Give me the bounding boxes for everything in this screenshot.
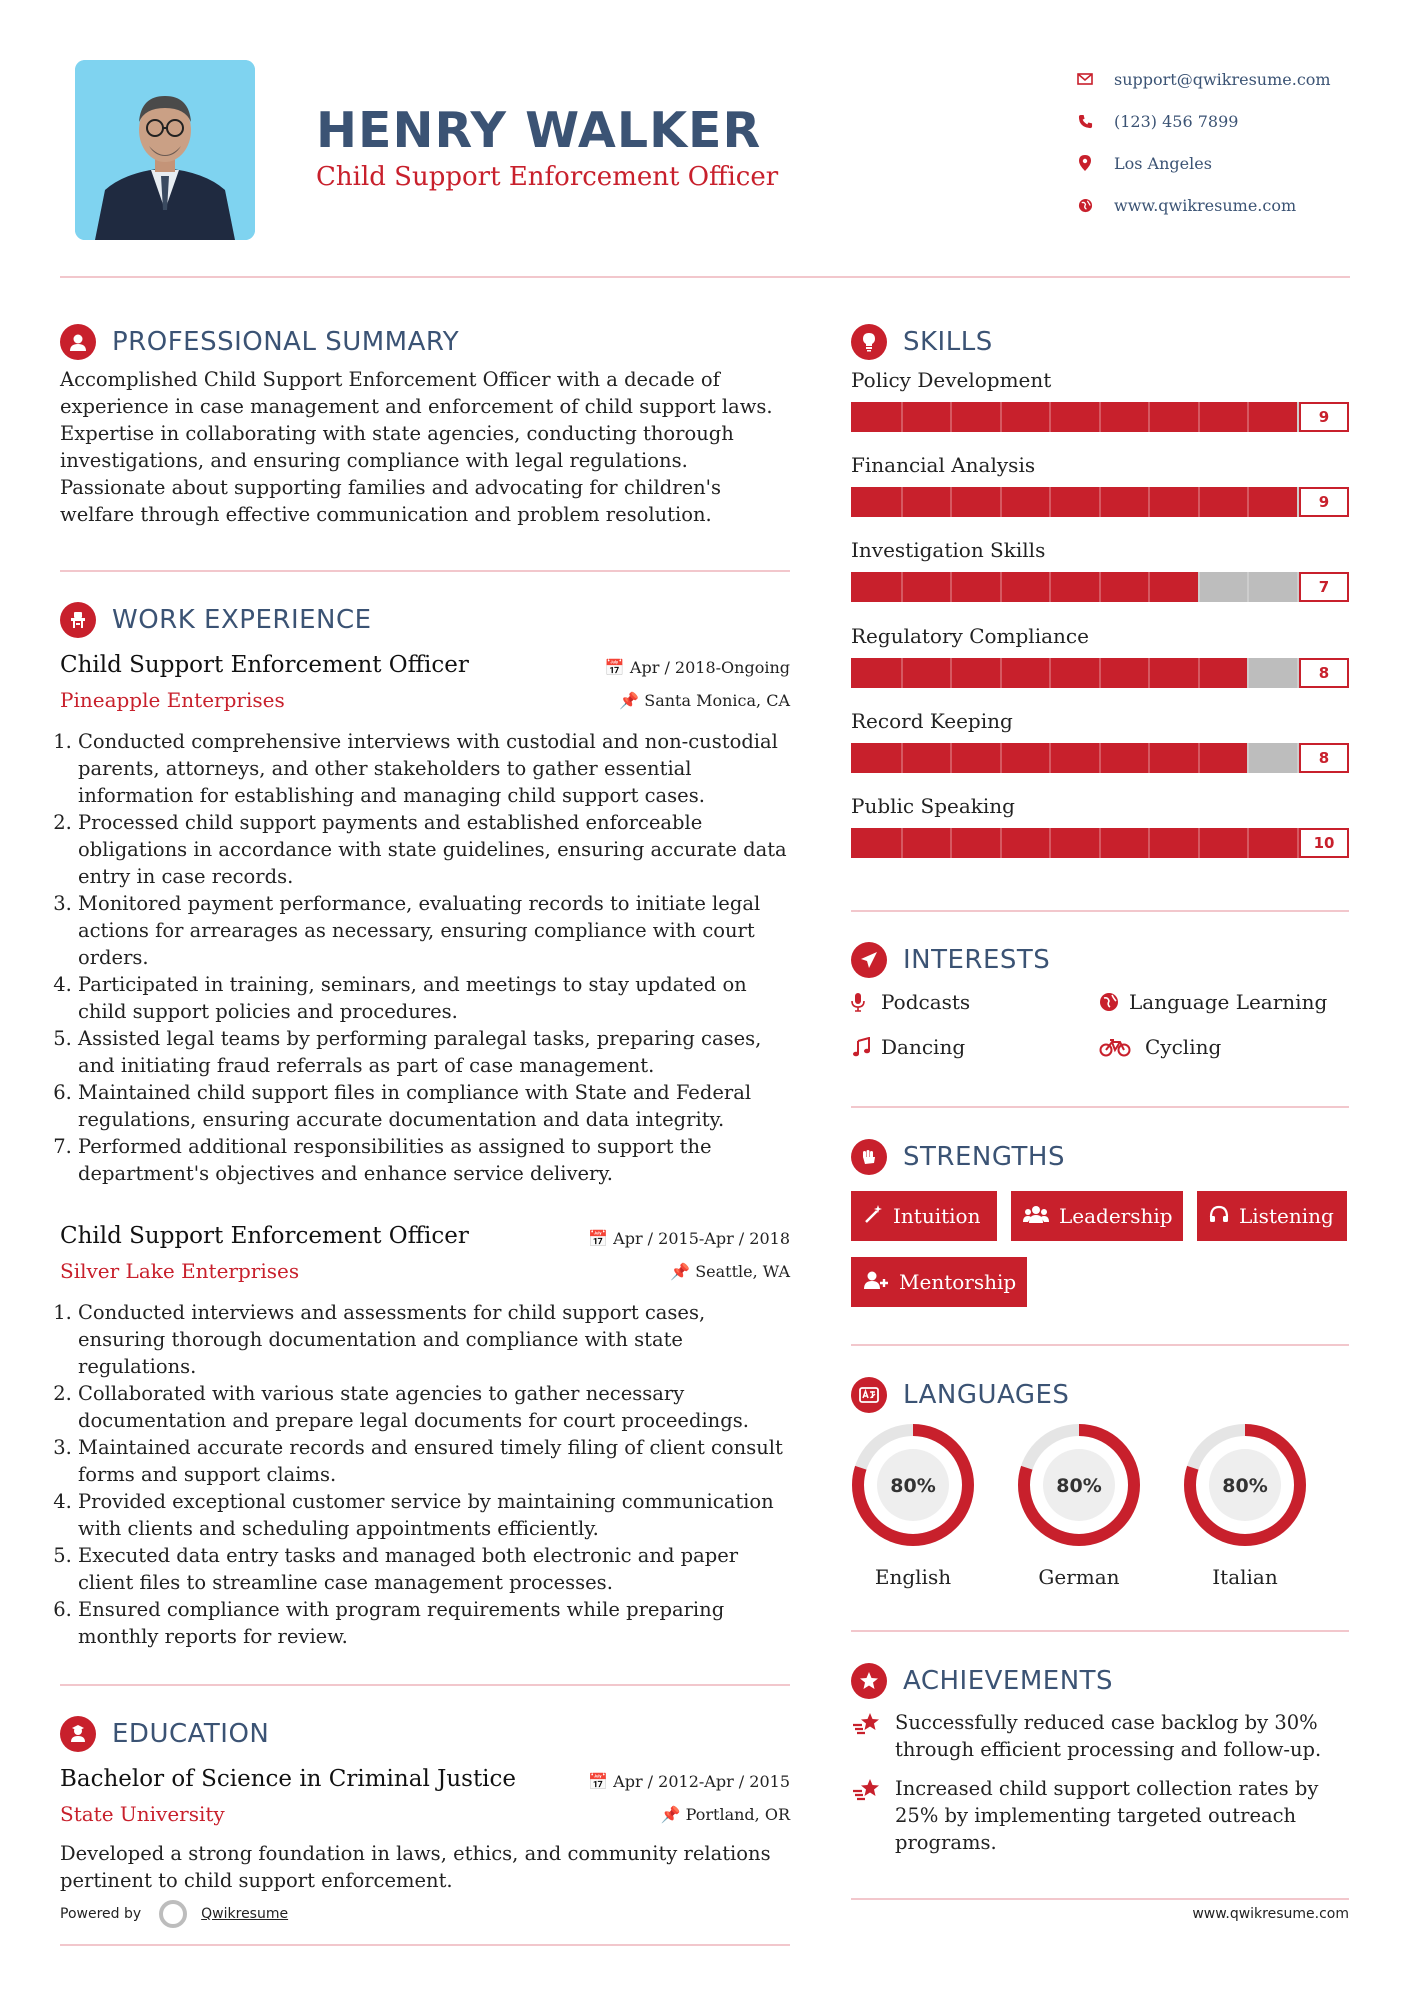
job-company: Silver Lake Enterprises <box>60 1259 300 1283</box>
star-badge-icon <box>851 1663 887 1699</box>
job-subheader <box>60 1259 790 1295</box>
job-title: Child Support Enforcement Officer <box>60 652 469 678</box>
language-name: German <box>1038 1565 1120 1589</box>
job-date-text: Apr / 2018-Ongoing <box>629 658 790 677</box>
languages-heading <box>851 1375 1349 1415</box>
footer-website[interactable]: www.qwikresume.com <box>1192 1906 1349 1922</box>
skill-bar <box>851 402 1349 432</box>
shooting-star-icon <box>851 1775 895 1856</box>
qwikresume-logo-icon <box>159 1900 187 1928</box>
skill-segment-divider <box>1000 828 1002 858</box>
user-icon <box>60 324 96 360</box>
skill-bar <box>851 572 1349 602</box>
pushpin-icon: 📌 <box>670 1262 691 1281</box>
experience-section <box>60 600 790 1650</box>
language-ring <box>851 1423 975 1547</box>
skill-value: 9 <box>1299 402 1349 432</box>
list-item: 1. Conducted comprehensive interviews with custodial and non-custodial parents, attorneys, and other stakeholders to gather essential information for establishing and managing child support cases. <box>78 728 790 809</box>
contact-location-text: Los Angeles <box>1114 153 1212 173</box>
profile-photo <box>75 60 255 240</box>
list-item: 3. Monitored payment performance, evaluating records to initiate legal actions for arrearages as necessary, ensuring compliance with court orders. <box>78 890 790 971</box>
summary-text: Accomplished Child Support Enforcement Officer with a decade of experience in case management and enforcement of child support laws. Expertise in collaborating with state agencies, conducting thorough investigations, and ensuring compliance with legal regulations. Passionate about supporting families and advocating for children's welfare through effective communication and problem resolution. <box>60 368 773 526</box>
contact-email-text: support@qwikresume.com <box>1114 69 1331 89</box>
skill-segment-divider <box>1099 743 1101 773</box>
strength-tag <box>851 1257 1027 1307</box>
skill-segment-divider <box>1049 743 1051 773</box>
skill-segment-divider <box>1049 572 1051 602</box>
strengths-heading <box>851 1137 1349 1177</box>
skill-segment-divider <box>901 743 903 773</box>
interest-item <box>851 990 970 1014</box>
skill-segment-divider <box>901 828 903 858</box>
education-description: Developed a strong foundation in laws, ethics, and community relations pertinent to child support enforcement. <box>60 1842 771 1892</box>
skill-name: Investigation Skills <box>851 538 1046 563</box>
pushpin-icon: 📌 <box>660 1805 681 1824</box>
skill-segment-divider <box>1099 487 1101 517</box>
experience-heading <box>60 600 790 640</box>
list-item: 1. Conducted interviews and assessments for child support cases, ensuring thorough documentation and compliance with state regulations. <box>78 1299 790 1380</box>
skill-segment-divider <box>1247 658 1249 688</box>
skill-bar <box>851 828 1349 858</box>
experience-divider <box>60 1684 790 1686</box>
skill-segment-divider <box>1247 572 1249 602</box>
skills-heading <box>851 322 1349 362</box>
skill-segment-divider <box>1148 828 1150 858</box>
language-ring <box>1183 1423 1307 1547</box>
strength-label: Listening <box>1239 1204 1334 1228</box>
strength-tag <box>851 1191 997 1241</box>
school-name: State University <box>60 1802 225 1826</box>
contact-location <box>1070 142 1350 184</box>
strengths-heading-text: STRENGTHS <box>903 1142 1065 1172</box>
skill-value: 8 <box>1299 658 1349 688</box>
skills-list <box>851 366 1349 877</box>
skill-item <box>851 366 1349 451</box>
languages-heading-text: LANGUAGES <box>903 1380 1070 1410</box>
strength-label: Mentorship <box>899 1270 1017 1294</box>
job-date <box>588 1229 790 1248</box>
language-percent: 80% <box>890 1475 936 1497</box>
education-section <box>60 1714 790 1894</box>
language-percent: 80% <box>1056 1475 1102 1497</box>
skill-segment-divider <box>1000 743 1002 773</box>
job-header <box>60 1223 790 1259</box>
skill-value: 10 <box>1299 828 1349 858</box>
job-date <box>605 658 790 677</box>
globe-icon <box>1099 992 1127 1012</box>
language-item <box>1017 1423 1141 1589</box>
achievements-heading-text: ACHIEVEMENTS <box>903 1666 1114 1696</box>
achievement-item <box>851 1775 1349 1856</box>
education-entry <box>60 1766 790 1894</box>
skill-item <box>851 536 1349 621</box>
footer-left-divider <box>60 1944 790 1946</box>
list-item: 4. Participated in training, seminars, and meetings to stay updated on child support policies and procedures. <box>78 971 790 1025</box>
skill-bar <box>851 743 1349 773</box>
summary-heading-text: PROFESSIONAL SUMMARY <box>112 327 460 357</box>
strength-label: Intuition <box>893 1204 981 1228</box>
pushpin-icon: 📌 <box>619 691 640 710</box>
skill-item <box>851 451 1349 536</box>
interest-label: Dancing <box>881 1035 966 1059</box>
list-item: 7. Performed additional responsibilities as assigned to support the department's objectives and enhance service delivery. <box>78 1133 790 1187</box>
powered-by <box>60 1900 288 1928</box>
strength-label: Leadership <box>1059 1204 1173 1228</box>
skill-name: Financial Analysis <box>851 453 1036 478</box>
translate-icon <box>851 1377 887 1413</box>
achievements-divider <box>851 1898 1349 1900</box>
skill-segment-divider <box>1099 572 1101 602</box>
skill-segment-divider <box>1049 828 1051 858</box>
skill-segment-divider <box>1198 743 1200 773</box>
summary-divider <box>60 570 790 572</box>
education-location-text: Portland, OR <box>685 1805 790 1824</box>
skill-segment-divider <box>950 743 952 773</box>
skill-segment-divider <box>1000 572 1002 602</box>
powered-by-text: Powered by <box>60 1906 142 1922</box>
list-item: 6. Maintained child support files in compliance with State and Federal regulations, ensuring accurate documentation and data integrity. <box>78 1079 790 1133</box>
job-duties <box>60 1299 790 1650</box>
user-plus-icon <box>863 1270 889 1295</box>
globe-icon <box>1070 198 1100 213</box>
job-subheader <box>60 688 790 724</box>
achievements-section <box>851 1661 1349 1861</box>
skill-segment-divider <box>950 828 952 858</box>
phone-icon <box>1070 114 1100 129</box>
skill-fill <box>851 487 1297 517</box>
candidate-name: HENRY WALKER <box>316 102 762 159</box>
job-location <box>670 1262 790 1281</box>
skill-segment-divider <box>950 572 952 602</box>
skill-segment-divider <box>1198 658 1200 688</box>
job-entry <box>60 652 790 1187</box>
job-location-text: Santa Monica, CA <box>644 691 790 710</box>
achievement-text: Increased child support collection rates by 25% by implementing targeted outreach programs. <box>895 1777 1319 1854</box>
strength-tag <box>1011 1191 1183 1241</box>
interest-label: Cycling <box>1145 1035 1222 1059</box>
candidate-title: Child Support Enforcement Officer <box>316 162 779 192</box>
skills-divider <box>851 910 1349 912</box>
skill-item <box>851 622 1349 707</box>
contact-website[interactable] <box>1070 184 1350 226</box>
language-item <box>1183 1423 1307 1589</box>
skills-section <box>851 322 1349 877</box>
degree-title: Bachelor of Science in Criminal Justice <box>60 1766 517 1792</box>
skill-segment-divider <box>1247 828 1249 858</box>
job-company: Pineapple Enterprises <box>60 688 285 712</box>
skill-item <box>851 707 1349 792</box>
education-location <box>661 1805 790 1824</box>
interests-section <box>851 940 1349 1090</box>
interest-item <box>1099 990 1327 1014</box>
job-entry <box>60 1223 790 1650</box>
language-name: English <box>874 1565 952 1589</box>
microphone-icon <box>851 992 879 1012</box>
languages-section <box>851 1375 1349 1595</box>
experience-heading-text: WORK EXPERIENCE <box>112 605 372 635</box>
education-date <box>588 1772 790 1791</box>
contact-email[interactable] <box>1070 58 1350 100</box>
job-title: Child Support Enforcement Officer <box>60 1223 469 1249</box>
language-percent: 80% <box>1222 1475 1268 1497</box>
skill-segment-divider <box>1099 828 1101 858</box>
job-duties <box>60 728 790 1187</box>
education-heading-text: EDUCATION <box>112 1719 270 1749</box>
list-item: 2. Processed child support payments and established enforceable obligations in accordance with state guidelines, ensuring accurate data entry in case records. <box>78 809 790 890</box>
strengths-divider <box>851 1344 1349 1346</box>
bicycle-icon <box>1099 1037 1143 1057</box>
list-item: 4. Provided exceptional customer service by maintaining communication with clients and scheduling appointments efficiently. <box>78 1488 790 1542</box>
skill-segment-divider <box>950 402 952 432</box>
skill-segment-divider <box>901 402 903 432</box>
skill-segment-divider <box>1198 402 1200 432</box>
map-pin-icon <box>1070 155 1100 171</box>
contact-list <box>1070 58 1350 226</box>
skill-segment-divider <box>1000 402 1002 432</box>
skill-value: 8 <box>1299 743 1349 773</box>
achievement-text: Successfully reduced case backlog by 30% through efficient processing and follow-up. <box>895 1711 1322 1761</box>
interests-divider <box>851 1106 1349 1108</box>
music-note-icon <box>851 1037 879 1057</box>
paper-plane-icon <box>851 942 887 978</box>
interest-label: Language Learning <box>1129 990 1328 1014</box>
skill-segment-divider <box>1247 487 1249 517</box>
skill-segment-divider <box>1148 658 1150 688</box>
skill-segment-divider <box>901 658 903 688</box>
skill-segment-divider <box>1049 658 1051 688</box>
education-subheader <box>60 1802 790 1838</box>
strength-tag <box>1197 1191 1347 1241</box>
skill-segment-divider <box>901 487 903 517</box>
skill-name: Regulatory Compliance <box>851 623 1089 648</box>
calendar-icon: 📅 <box>588 1229 609 1248</box>
list-item: 5. Assisted legal teams by performing paralegal tasks, preparing cases, and initiating fraud referrals as part of case management. <box>78 1025 790 1079</box>
lightbulb-icon <box>851 324 887 360</box>
job-location <box>619 691 790 710</box>
interest-item <box>1099 1035 1221 1059</box>
skills-heading-text: SKILLS <box>903 327 993 357</box>
skill-segment-divider <box>901 572 903 602</box>
interest-item <box>851 1035 965 1059</box>
interests-heading-text: INTERESTS <box>903 945 1051 975</box>
skill-segment-divider <box>1049 402 1051 432</box>
skill-segment-divider <box>1000 658 1002 688</box>
briefcase-icon <box>60 602 96 638</box>
calendar-icon: 📅 <box>604 658 625 677</box>
skill-segment-divider <box>1247 402 1249 432</box>
summary-heading <box>60 322 790 362</box>
job-header <box>60 652 790 688</box>
list-item: 5. Executed data entry tasks and managed both electronic and paper client files to streamline case management processes. <box>78 1542 790 1596</box>
language-name: Italian <box>1212 1565 1278 1589</box>
education-date-text: Apr / 2012-Apr / 2015 <box>613 1772 790 1791</box>
list-item: 6. Ensured compliance with program requirements while preparing monthly reports for review. <box>78 1596 790 1650</box>
fist-icon <box>851 1139 887 1175</box>
interest-label: Podcasts <box>881 990 971 1014</box>
skill-name: Record Keeping <box>851 708 1013 733</box>
skill-value: 9 <box>1299 487 1349 517</box>
achievement-item <box>851 1709 1349 1763</box>
contact-phone[interactable] <box>1070 100 1350 142</box>
contact-website-text: www.qwikresume.com <box>1114 195 1297 215</box>
skill-value: 7 <box>1299 572 1349 602</box>
skill-segment-divider <box>950 487 952 517</box>
skill-segment-divider <box>1198 828 1200 858</box>
profile-photo-illustration <box>75 60 255 240</box>
job-date-text: Apr / 2015-Apr / 2018 <box>613 1229 790 1248</box>
education-header <box>60 1766 790 1802</box>
envelope-icon <box>1070 73 1100 85</box>
skill-segment-divider <box>1148 743 1150 773</box>
contact-phone-text: (123) 456 7899 <box>1114 111 1239 131</box>
skill-segment-divider <box>1148 572 1150 602</box>
language-ring <box>1017 1423 1141 1547</box>
qwikresume-link[interactable]: Qwikresume <box>201 1906 289 1922</box>
magic-wand-icon <box>863 1204 883 1229</box>
skill-segment-divider <box>1247 743 1249 773</box>
skill-segment-divider <box>1148 402 1150 432</box>
interests-heading <box>851 940 1349 980</box>
skill-segment-divider <box>1099 658 1101 688</box>
shooting-star-icon <box>851 1709 895 1763</box>
skill-segment-divider <box>1198 487 1200 517</box>
language-item <box>851 1423 975 1589</box>
strengths-section <box>851 1137 1349 1317</box>
headphones-icon <box>1209 1204 1229 1229</box>
summary-section <box>60 322 790 528</box>
job-location-text: Seattle, WA <box>695 1262 790 1281</box>
list-item: 2. Collaborated with various state agencies to gather necessary documentation and prepare legal documents for court proceedings. <box>78 1380 790 1434</box>
skill-segment-divider <box>1000 487 1002 517</box>
achievements-heading <box>851 1661 1349 1701</box>
education-heading <box>60 1714 790 1754</box>
skill-segment-divider <box>1049 487 1051 517</box>
calendar-icon: 📅 <box>588 1772 609 1791</box>
skill-segment-divider <box>1148 487 1150 517</box>
header-divider <box>60 276 1350 278</box>
skill-fill <box>851 402 1297 432</box>
graduation-icon <box>60 1716 96 1752</box>
skill-name: Policy Development <box>851 368 1052 392</box>
skill-item <box>851 792 1349 877</box>
users-icon <box>1023 1204 1049 1229</box>
skill-bar <box>851 658 1349 688</box>
skill-bar <box>851 487 1349 517</box>
skill-segment-divider <box>1099 402 1101 432</box>
skill-fill <box>851 572 1198 602</box>
skill-segment-divider <box>950 658 952 688</box>
list-item: 3. Maintained accurate records and ensured timely filing of client consult forms and support claims. <box>78 1434 790 1488</box>
resume-header <box>60 58 1350 278</box>
skill-name: Public Speaking <box>851 793 1015 818</box>
skill-segment-divider <box>1198 572 1200 602</box>
languages-divider <box>851 1630 1349 1632</box>
